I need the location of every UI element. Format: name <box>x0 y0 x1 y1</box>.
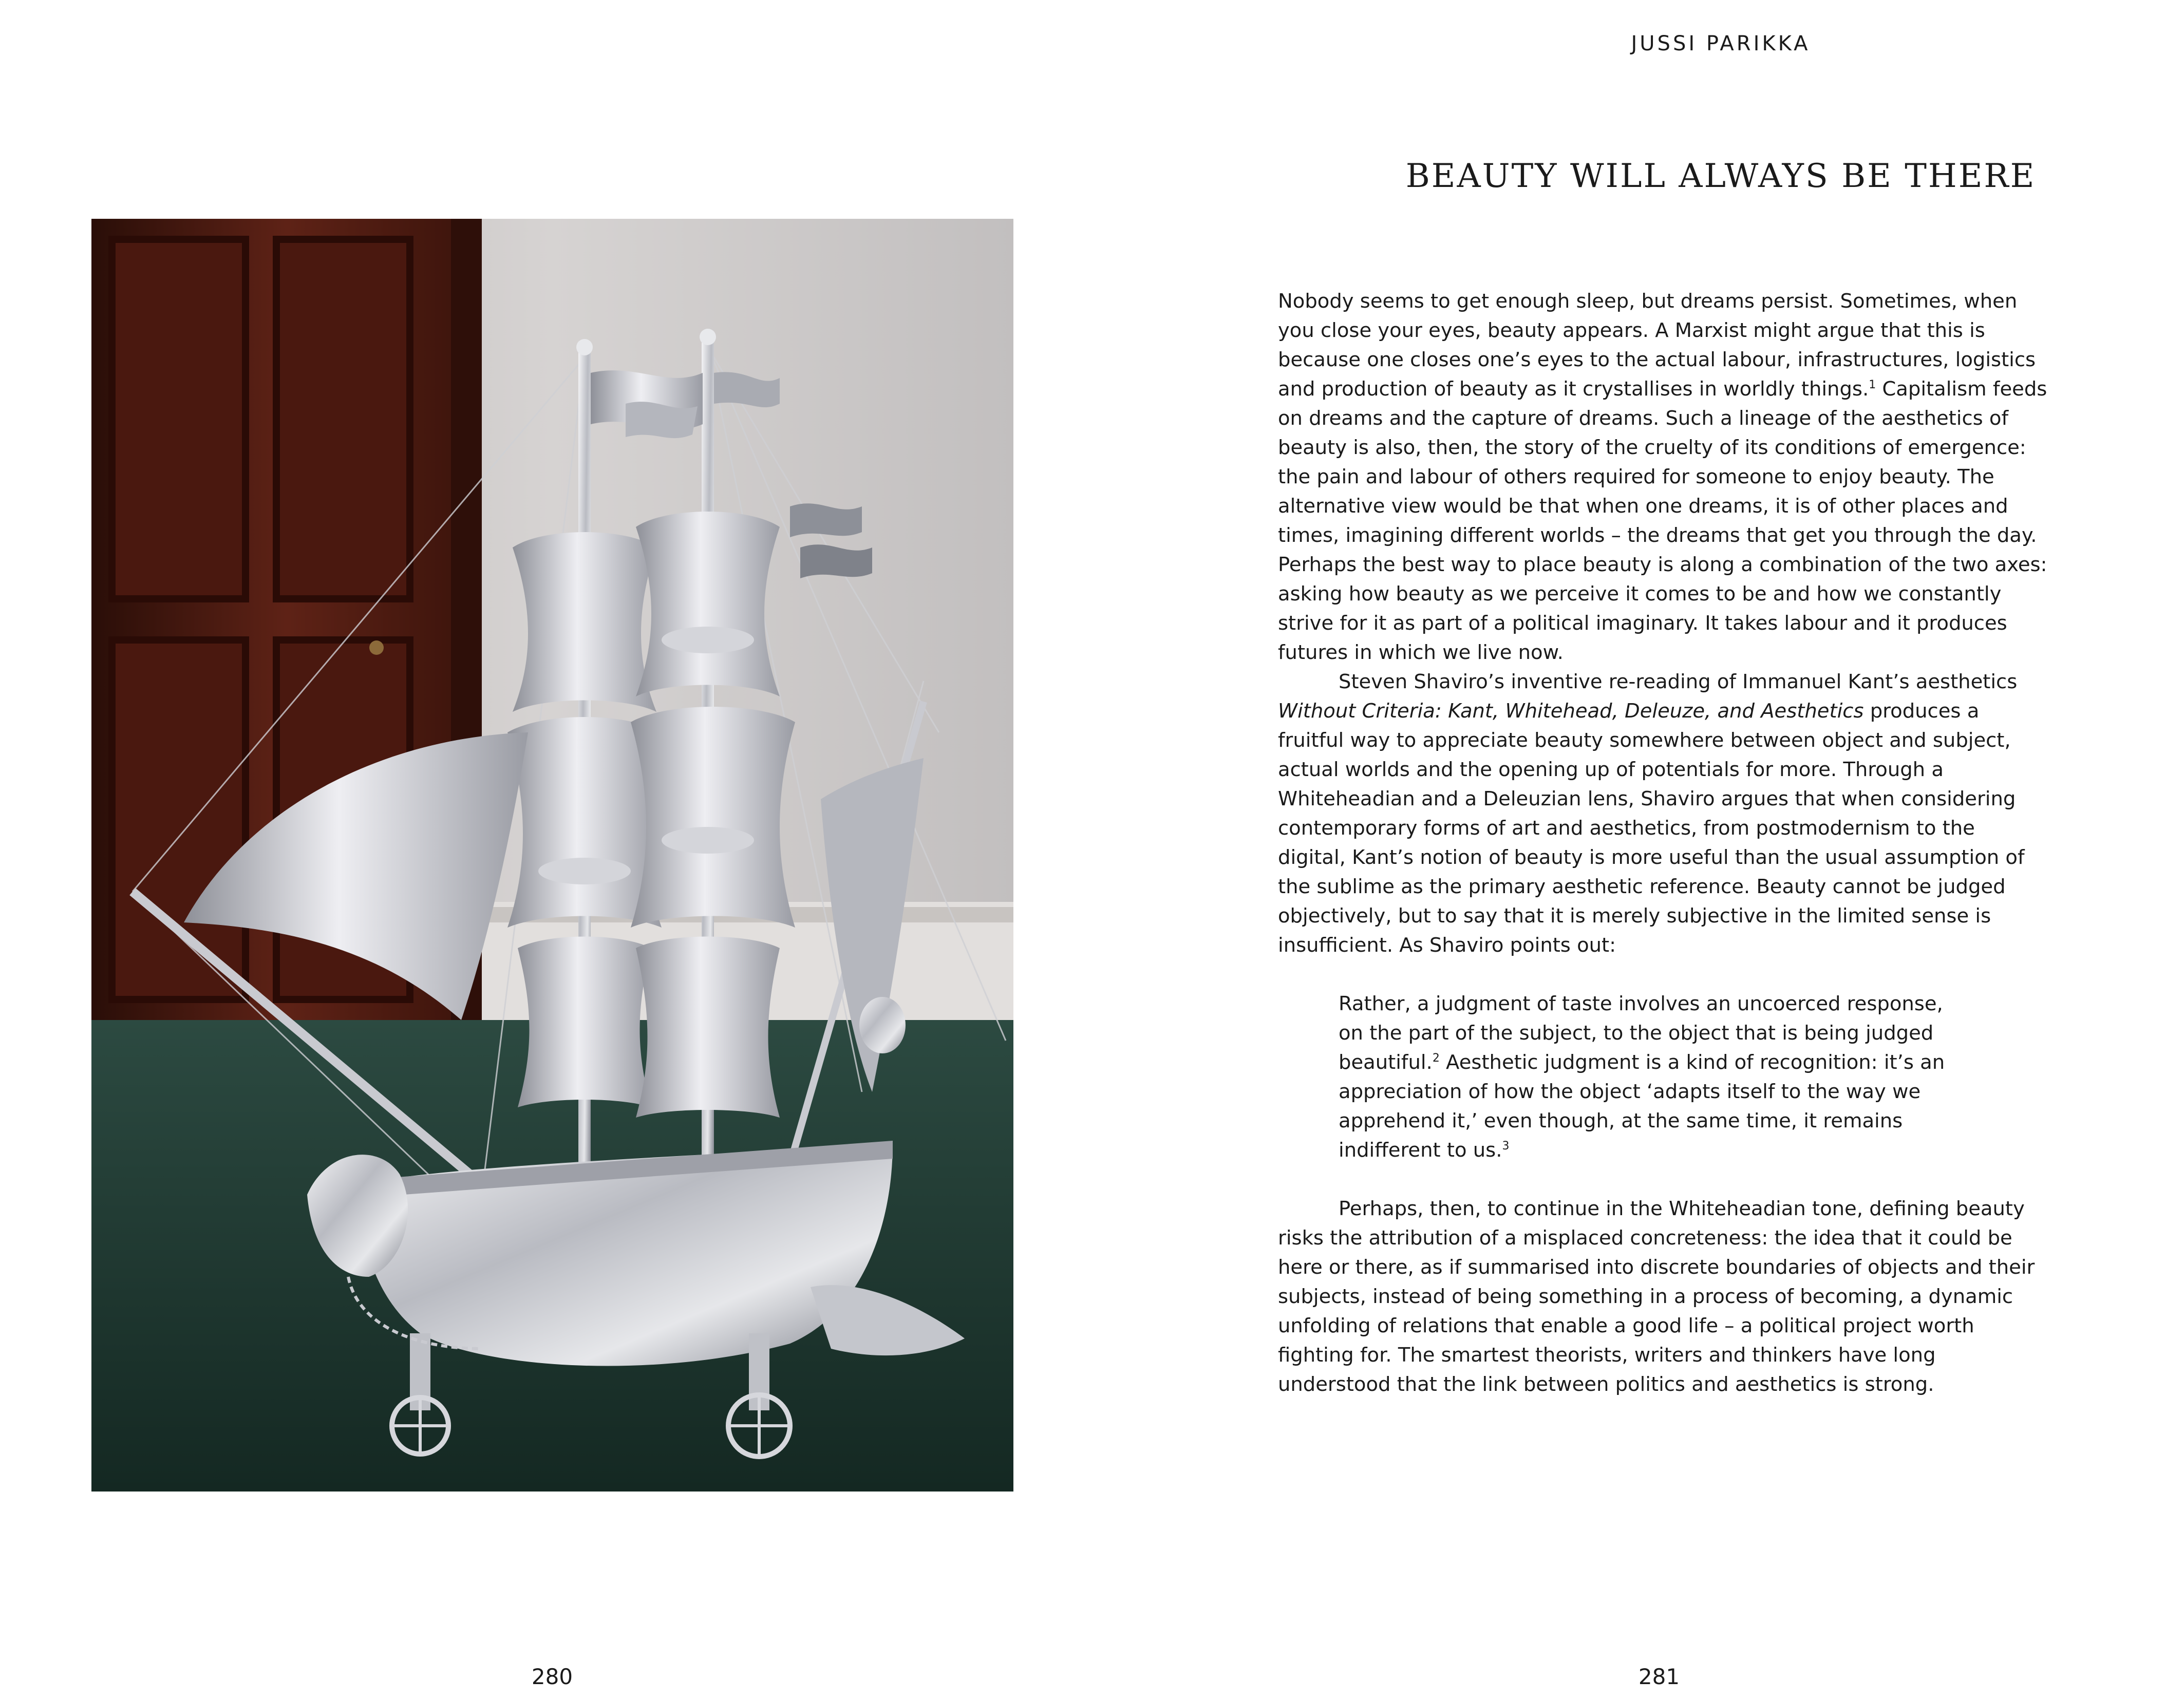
page-number-left: 280 <box>531 1664 573 1689</box>
book-title: Without Criteria: Kant, Whitehead, Deleuze, and Aesthetics <box>1278 700 1864 723</box>
chapter-title: BEAUTY WILL ALWAYS BE THERE <box>1405 157 2036 195</box>
block-quote: Rather, a judgment of taste involves an uncoerced response, on the part of the subject, to the object that is being judged beautiful.$^2$ Aesthetic judgment is a kind of recognition: it’s an appreciation of how the object ‘adapts itself to the way we apprehend it,’ even though, at the same time, it remains indifferent to us.$^3$ <box>1339 992 1945 1162</box>
running-head: JUSSI PARIKKA <box>1631 32 1811 55</box>
silver-ship-illustration <box>91 219 1013 1492</box>
silver-ship-photo <box>91 219 1013 1492</box>
body-text <box>1278 287 2048 1399</box>
paragraph-1: Nobody seems to get enough sleep, but dreams persist. Sometimes, when you close your eyes, beauty appears. A Marxist might argue that this is because one closes one’s eyes to the actual labour, infrastructures, logistics and production of beauty as it crystallises in worldly things.$^1$ Capitalism feeds on dreams and the capture of dreams. Such a lineage of the aesthetics of beauty is also, then, the story of the cruelty of its conditions of emergence: the pain and labour of others required for someone to enjoy beauty. The alternative view would be that when one dreams, it is of other places and times, imagining different worlds – the dreams that get you through the day. Perhaps the best way to place beauty is along a combination of the two axes: asking how beauty as we perceive it comes to be and how we constantly strive for it as part of a political imaginary. It takes labour and it produces futures in which we live now. <box>1278 290 2047 664</box>
footnote-ref-3: 3 <box>1502 1140 1510 1153</box>
footnote-ref-2: 2 <box>1432 1052 1440 1065</box>
page-number-right: 281 <box>1638 1664 1680 1689</box>
paragraph-3: Perhaps, then, to continue in the Whiteheadian tone, defining beauty risks the attribution of a misplaced concreteness: the idea that it could be here or there, as if summarised into discrete boundaries of objects and their subjects, instead of being something in a process of becoming, a dynamic unfolding of relations that enable a good life – a political project worth fighting for. The smartest theorists, writers and thinkers have long understood that the link between politics and aesthetics is strong. <box>1278 1197 2035 1396</box>
paragraph-2: Steven Shaviro’s inventive re-reading of Immanuel Kant’s aesthetics Without Criteria: Kant, Whitehead, Deleuze, and Aesthetics produces a fruitful way to appreciate beauty somewhere between object and subject, actual worlds and the opening up of potentials for more. Through a Whiteheadian and a Deleuzian lens, Shaviro argues that when considering contemporary forms of art and aesthetics, from postmodernism to the digital, Kant’s notion of beauty is more useful than the usual assumption of the sublime as the primary aesthetic reference. Beauty cannot be judged objectively, but to say that it is merely subjective in the limited sense is insufficient. As Shaviro points out: <box>1278 670 2025 957</box>
footnote-ref-1: 1 <box>1869 379 1876 392</box>
